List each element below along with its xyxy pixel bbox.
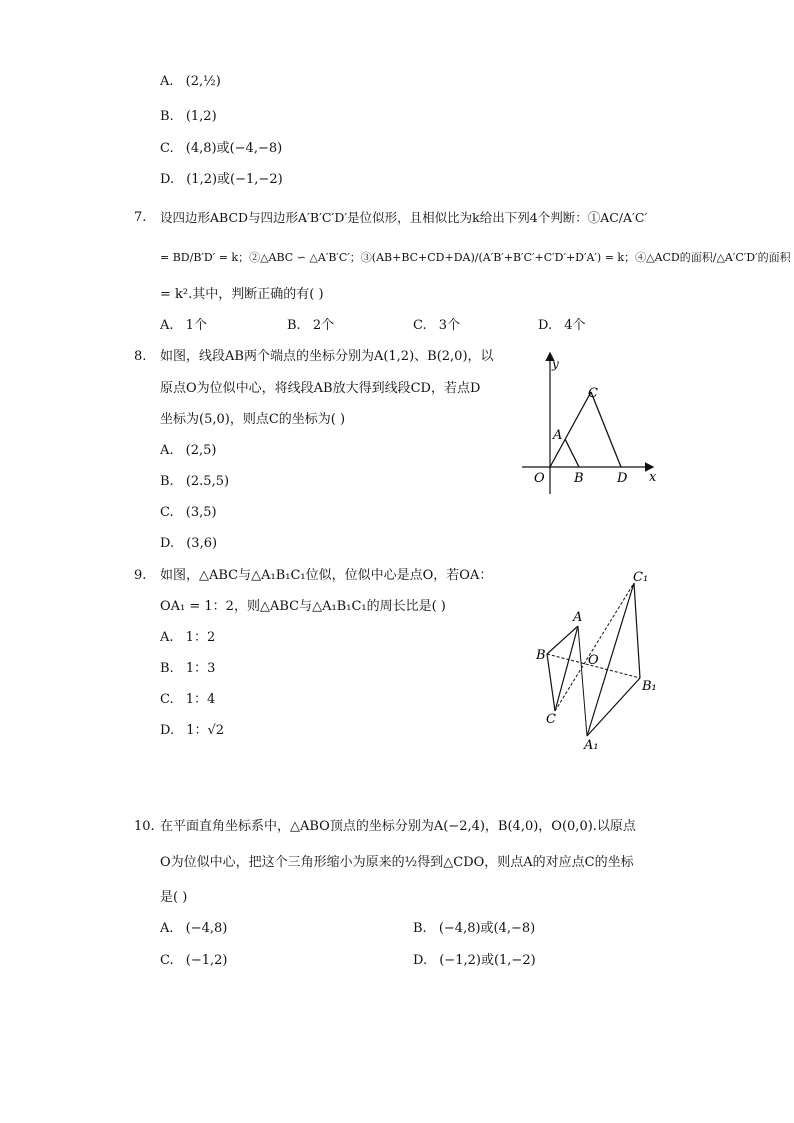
q9-option-a-label: A. <box>160 630 174 645</box>
q8-option-b-label: B. <box>160 474 174 489</box>
q9-option-c-label: C. <box>160 692 174 707</box>
q9-option-b-label: B. <box>160 661 174 676</box>
q6-option-d <box>160 171 283 189</box>
q8-label-d: D <box>617 471 628 486</box>
q7-option-a-label: A. <box>160 318 174 333</box>
q9-line-cc1 <box>555 583 634 711</box>
q6-option-c-text: (4,8)或(−4,−8) <box>185 141 283 156</box>
q10-option-b-text: (−4,8)或(4,−8) <box>438 921 536 936</box>
q10-option-a <box>160 920 227 938</box>
q9-figure <box>530 568 665 753</box>
q7-option-c <box>413 317 460 335</box>
q8-segment-ab <box>565 439 579 467</box>
q7-option-a-text: 1个 <box>185 318 207 333</box>
q8-option-d-text: (3,6) <box>186 536 218 551</box>
q9-label-b1: B₁ <box>642 679 657 694</box>
q7-line3: = k².其中，判断正确的有( ) <box>160 287 324 302</box>
q9-label-o: O <box>588 653 599 668</box>
q7-option-d-text: 4个 <box>564 318 586 333</box>
q10-option-c-label: C. <box>160 953 174 968</box>
q8-label-o: O <box>534 471 545 486</box>
q9-label-c1: C₁ <box>633 570 649 585</box>
q10-option-c-text: (−1,2) <box>185 953 228 968</box>
q9-option-b-text: 1：3 <box>185 661 216 676</box>
q9-edge-bc <box>547 654 555 711</box>
q8-option-a <box>160 442 217 460</box>
q6-option-a-text: (2,½) <box>185 74 221 89</box>
q8-label-c: C <box>588 386 598 401</box>
q9-option-d-label: D. <box>160 723 175 738</box>
q9-option-a-text: 1：2 <box>185 630 216 645</box>
q7-line2: = BD/B′D′ = k；②△ABC ∽ △A′B′C′；③(AB+BC+CD+DA)/(A′B′+B′C′+C′D′+D′A′) = k；④△ACD的面积/△A′C′D′的面积 <box>160 251 791 264</box>
q8-option-a-text: (2,5) <box>185 443 217 458</box>
q8-option-a-label: A. <box>160 443 174 458</box>
q6-option-b-text: (1,2) <box>185 109 217 124</box>
q10-line3: 是( ) <box>160 890 188 905</box>
q9-line1: 如图，△ABC与△A₁B₁C₁位似，位似中心是点O，若OA： <box>160 568 493 583</box>
q8-option-c-label: C. <box>160 505 174 520</box>
q7-line1: 设四边形ABCD与四边形A′B′C′D′是位似形，且相似比为k给出下列4个判断：①AC/A′C′ <box>160 210 648 225</box>
q9-option-b <box>160 660 215 678</box>
q7-option-d <box>538 317 586 335</box>
q10-option-a-text: (−4,8) <box>185 921 228 936</box>
q10-line1: 在平面直角坐标系中，△ABO顶点的坐标分别为A(−2,4)，B(4,0)，O(0,0).以原点 <box>160 819 636 834</box>
q8-option-d <box>160 535 217 553</box>
q6-option-a <box>160 73 221 91</box>
q9-option-c-text: 1：4 <box>185 692 216 707</box>
q6-option-b <box>160 108 217 126</box>
q10-line2: O为位似中心，把这个三角形缩小为原来的½得到△CDO，则点A的对应点C的坐标 <box>160 855 634 870</box>
q8-option-c-text: (3,5) <box>185 505 217 520</box>
q6-option-c-label: C. <box>160 141 174 156</box>
q9-number: 9. <box>134 568 147 583</box>
q7-option-b-label: B. <box>287 318 301 333</box>
q9-label-b: B <box>536 648 546 663</box>
q8-segment-cd <box>591 392 621 467</box>
q9-option-a <box>160 629 215 647</box>
q8-label-x: x <box>649 470 657 485</box>
q8-option-b-text: (2.5,5) <box>185 474 230 489</box>
q8-label-y: y <box>552 357 559 371</box>
q9-edge-ca <box>555 626 578 711</box>
q10-number: 10. <box>134 819 155 834</box>
q9-label-c: C <box>546 712 556 727</box>
q8-line3: 坐标为(5,0)，则点C的坐标为( ) <box>160 412 346 427</box>
q6-option-c <box>160 140 282 158</box>
q10-option-d-text: (−1,2)或(1,−2) <box>439 953 536 968</box>
q7-option-b <box>287 317 334 335</box>
q8-option-b <box>160 473 229 491</box>
q10-option-b <box>413 920 535 938</box>
q9-edge-b1c1 <box>634 583 640 678</box>
q8-number: 8. <box>134 349 147 364</box>
q7-option-a <box>160 317 207 335</box>
q9-label-a: A <box>573 610 583 625</box>
q9-option-d-text: 1：√2 <box>186 723 225 738</box>
q7-option-c-text: 3个 <box>438 318 461 333</box>
q6-option-a-label: A. <box>160 74 174 89</box>
q9-edge-ab <box>547 626 578 654</box>
q9-option-c <box>160 691 215 709</box>
q9-line-aa1 <box>578 626 587 736</box>
q7-number: 7. <box>134 210 147 225</box>
q10-option-d <box>413 952 536 970</box>
q10-option-a-label: A. <box>160 921 174 936</box>
q10-option-d-label: D. <box>413 953 428 968</box>
q8-label-a: A <box>553 428 563 443</box>
q8-label-b: B <box>574 471 584 486</box>
q9-edge-a1b1 <box>587 678 640 736</box>
q10-option-b-label: B. <box>413 921 427 936</box>
q8-figure <box>518 348 658 498</box>
q8-line1: 如图，线段AB两个端点的坐标分别为A(1,2)、B(2,0)，以 <box>160 349 494 364</box>
q7-option-b-text: 2个 <box>312 318 335 333</box>
q9-label-a1: A₁ <box>584 738 599 753</box>
q8-option-c <box>160 504 217 522</box>
q6-option-d-label: D. <box>160 172 175 187</box>
q7-option-c-label: C. <box>413 318 427 333</box>
q9-line2: OA₁ = 1：2，则△ABC与△A₁B₁C₁的周长比是( ) <box>160 599 446 614</box>
q6-option-d-text: (1,2)或(−1,−2) <box>186 172 283 187</box>
q6-option-b-label: B. <box>160 109 174 124</box>
q9-option-d <box>160 722 224 740</box>
q10-option-c <box>160 952 227 970</box>
q8-option-d-label: D. <box>160 536 175 551</box>
q7-option-d-label: D. <box>538 318 553 333</box>
q8-line2: 原点O为位似中心，将线段AB放大得到线段CD，若点D <box>160 381 481 396</box>
